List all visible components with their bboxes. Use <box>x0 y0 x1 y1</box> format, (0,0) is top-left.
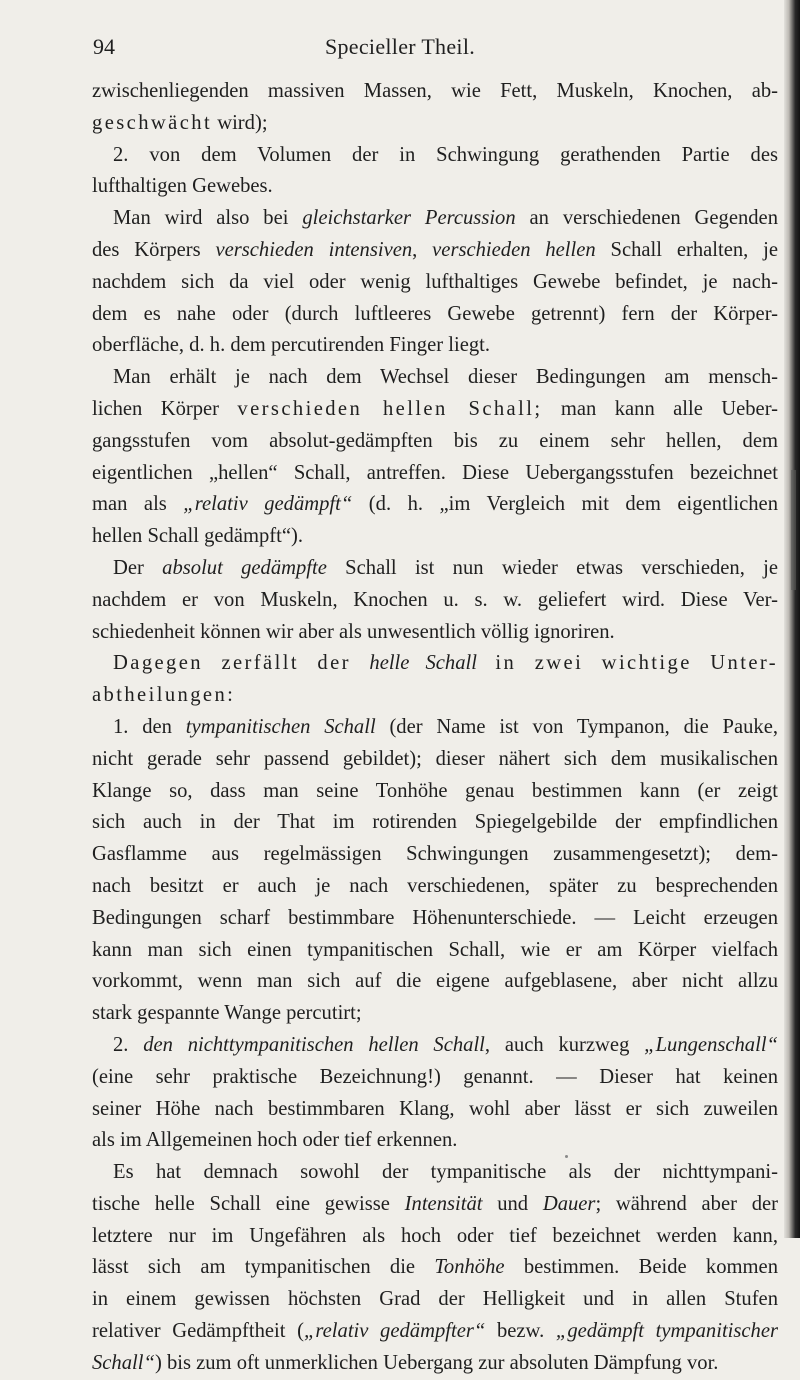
text-run: 2. <box>113 1033 144 1056</box>
text-run: Der <box>113 556 163 579</box>
text-run: Schall erhalten, je <box>595 238 778 261</box>
text-run: , auch kurzweg <box>484 1033 645 1056</box>
page-binding-edge <box>784 0 800 1238</box>
text-line <box>92 394 778 426</box>
text-line: schiedenheit können wir aber als unwesentlich völlig ignoriren. <box>92 620 615 643</box>
italic-phrase: Schall“ <box>92 1351 155 1374</box>
text-line: seiner Höhe nach bestimmbaren Klang, wohl aber lässt er sich zuweilen <box>92 1097 778 1120</box>
text-line <box>92 203 778 235</box>
text-line: dem es nahe oder (durch luftleeres Gewebe getrennt) fern der Körper- <box>92 302 778 325</box>
text-line: Es hat demnach sowohl der tympanitische als der nichttympani- <box>113 1161 778 1184</box>
text-line: hellen Schall gedämpft“). <box>92 525 304 548</box>
scan-speck <box>565 1155 568 1158</box>
text-line: (eine sehr praktische Bezeichnung!) genannt. — Dieser hat keinen <box>92 1065 778 1088</box>
text-run: man als <box>92 493 184 516</box>
text-line: vorkommt, wenn man sich auf die eigene aufgeblasene, aber nicht allzu <box>92 970 778 993</box>
text-line <box>92 553 778 585</box>
text-run: lichen Körper <box>92 397 238 420</box>
italic-phrase: verschieden intensiven <box>215 238 413 261</box>
text-line <box>92 489 778 521</box>
text-run: an verschiedenen Gegenden <box>515 207 778 230</box>
italic-phrase: helle Schall <box>369 652 477 675</box>
spaced-phrase: verschieden hellen Schall; <box>237 397 543 420</box>
text-line <box>92 1252 778 1284</box>
text-line: nach besitzt er auch je nach verschiedenen, später zu besprechenden <box>92 874 778 897</box>
text-run: (der Name ist von Tympanon, die Pauke, <box>375 715 778 738</box>
spaced-word: geschwächt <box>92 111 213 134</box>
text-line: nicht gerade sehr passend gebildet); dieser nähert sich dem musikalischen <box>92 747 778 770</box>
text-run: , <box>412 238 433 261</box>
text-run: und <box>482 1192 543 1215</box>
text-line: sich auch in der That im rotirenden Spiegelgebilde der empfindlichen <box>92 811 778 834</box>
spaced-phrase: in zwei wichtige Unter- <box>476 652 778 675</box>
page-text <box>92 76 778 1380</box>
text-line: Man erhält je nach dem Wechsel dieser Bedingungen am mensch- <box>113 366 778 389</box>
italic-phrase: den nichttympanitischen hellen Schall <box>143 1033 485 1056</box>
spaced-word: abtheilungen: <box>92 684 236 707</box>
italic-phrase: Tonhöhe <box>434 1256 505 1279</box>
text-run: bestimmen. Beide kommen <box>504 1256 778 1279</box>
text-line: lufthaltigen Gewebes. <box>92 175 273 198</box>
text-line <box>92 235 778 267</box>
text-run: des Körpers <box>92 238 216 261</box>
text-line: kann man sich einen tympanitischen Schall, wie er am Körper vielfach <box>92 938 778 961</box>
text-line: gangsstufen vom absolut-gedämpften bis zu einem sehr hellen, dem <box>92 429 778 452</box>
text-line <box>92 1030 778 1062</box>
italic-phrase: Intensität <box>404 1192 483 1215</box>
italic-phrase: absolut gedämpfte <box>162 556 327 579</box>
text-run: tische helle Schall eine gewisse <box>92 1192 405 1215</box>
text-line: zwischenliegenden massiven Massen, wie Fett, Muskeln, Knochen, ab- <box>92 80 778 102</box>
text-line: oberfläche, d. h. dem percutirenden Finger liegt. <box>92 334 490 357</box>
text-run: lässt sich am tympanitischen die <box>92 1256 435 1279</box>
text-line: eigentlichen „hellen“ Schall, antreffen. Diese Uebergangsstufen bezeichnet <box>92 461 778 484</box>
text-run: bezw. <box>485 1320 556 1343</box>
italic-phrase: „relativ gedämpft“ <box>183 493 353 516</box>
italic-phrase: gleichstarker Percussion <box>302 207 516 230</box>
text-run: 1. den <box>113 715 186 738</box>
text-run: man kann alle Ueber- <box>542 397 778 420</box>
italic-phrase: verschieden hellen <box>432 238 596 261</box>
text-line <box>92 1348 778 1380</box>
text-line: als im Allgemeinen hoch oder tief erkennen. <box>92 1129 458 1152</box>
text-line: stark gespannte Wange percutirt; <box>92 1002 362 1025</box>
binding-shadow <box>791 470 796 590</box>
text-run: Schall ist nun wieder etwas verschieden, je <box>326 556 778 579</box>
text-run: Man wird also bei <box>113 207 303 230</box>
text-run: ) bis zum oft unmerklichen Uebergang zur absoluten Dämpfung vor. <box>154 1351 719 1374</box>
text-run: (d. h. „im Vergleich mit dem eigentlichen <box>352 493 778 516</box>
text-line: Klange so, dass man seine Tonhöhe genau bestimmen kann (er zeigt <box>92 779 778 802</box>
italic-phrase: „Lungenschall“ <box>644 1033 778 1056</box>
text-line: 2. von dem Volumen der in Schwingung gerathenden Partie des <box>113 143 778 166</box>
text-line: Bedingungen scharf bestimmbare Höhenunterschiede. — Leicht erzeugen <box>92 906 778 929</box>
text-line: in einem gewissen höchsten Grad der Helligkeit und in allen Stufen <box>92 1288 778 1311</box>
text-line <box>92 108 778 140</box>
text-line: nachdem sich da viel oder wenig lufthaltiges Gewebe befindet, je nach- <box>92 270 778 293</box>
text-line <box>92 1189 778 1221</box>
text-line <box>92 680 778 712</box>
italic-phrase: tympanitischen Schall <box>185 715 376 738</box>
page-number: 94 <box>93 34 115 59</box>
running-head: Specieller Theil. <box>324 34 476 59</box>
text-line <box>92 712 778 744</box>
text-line: nachdem er von Muskeln, Knochen u. s. w. geliefert wird. Diese Ver- <box>92 588 778 611</box>
italic-phrase: „relativ gedämpfter“ <box>303 1320 486 1343</box>
spaced-phrase: Dagegen zerfällt der <box>113 652 370 675</box>
text-line <box>92 648 778 680</box>
text-run: relativer Gedämpftheit ( <box>92 1320 304 1343</box>
text-run: wird); <box>212 111 268 134</box>
text-line <box>92 1316 778 1348</box>
italic-phrase: Dauer <box>542 1192 596 1215</box>
text-line: letztere nur im Ungefähren als hoch oder tief bezeichnet werden kann, <box>92 1224 778 1247</box>
italic-phrase: „gedämpft tympanitischer <box>555 1320 778 1343</box>
text-run: ; während aber der <box>595 1192 778 1215</box>
text-line: Gasflamme aus regelmässigen Schwingungen zusammengesetzt); dem- <box>92 843 778 866</box>
